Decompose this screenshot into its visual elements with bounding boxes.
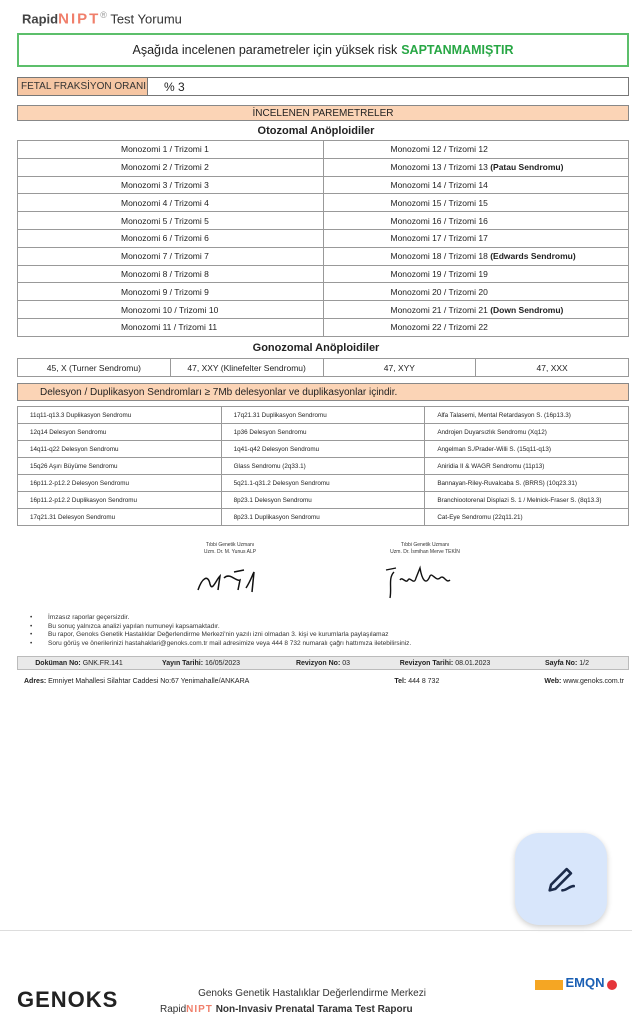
website: Web: www.genoks.com.tr [544,678,624,685]
signature-block-2: Tıbbi Genetik Uzmanı Uzm. Dr. İsmihan Merve TEKİN [390,542,460,555]
deletion-table [17,406,629,526]
note-item: • İmzasız raporlar geçersizdir. [30,614,411,623]
autosomal-row [18,265,629,283]
autosomal-cell: Monozomi 13 / Trizomi 13 (Patau Sendromu) [323,158,629,176]
deletion-cell: Branchiootorenal Displazi S. 1 / Melnick-Fraser S. (8q13.3) [425,492,629,509]
annotate-button[interactable] [515,833,607,925]
brand-title: RapidNIPT® Test Yorumu [22,10,182,28]
pen-edit-icon [544,862,578,896]
autosomal-row [18,229,629,247]
certification-logos: EMQN [535,975,617,990]
risk-result-box [17,33,629,67]
deletion-cell: 5q21.1-q31.2 Delesyon Sendromu [221,475,425,492]
phone: Tel: 444 8 732 [394,678,440,685]
gonosomal-cell: 47, XYY [323,359,476,377]
page-divider [0,930,632,931]
autosomal-cell: Monozomi 2 / Trizomi 2 [18,158,324,176]
autosomal-cell: Monozomi 18 / Trizomi 18 (Edwards Sendromu) [323,247,629,265]
autosomal-cell: Monozomi 19 / Trizomi 19 [323,265,629,283]
deletion-row [18,492,629,509]
note-item: • Bu sonuç yalnızca analizi yapılan numuneyi kapsamaktadır. [30,623,411,632]
autosomal-row [18,283,629,301]
deletion-row [18,441,629,458]
deletion-cell: Androjen Duyarsızlık Sendromu (Xq12) [425,424,629,441]
gonosomal-title: Gonozomal Anöploidiler [252,342,380,354]
address: Adres: Emniyet Mahallesi Silahtar Caddesi No:67 Yenimahalle/ANKARA [24,678,250,685]
autosomal-cell: Monozomi 6 / Trizomi 6 [18,229,324,247]
note-item: • Soru görüş ve önerilerinizi hastahaklari@genoks.com.tr mail adresimize veya 444 8 732 numaralı çağrı hattımıza iletebilirsiniz. [30,640,411,649]
autosomal-cell: Monozomi 21 / Trizomi 21 (Down Sendromu) [323,301,629,319]
deletion-row [18,475,629,492]
deletion-row [18,509,629,526]
autosomal-title: Otozomal Anöploidiler [257,125,375,137]
gonosomal-cell: 47, XXX [476,359,629,377]
deletion-title: Delesyon / Duplikasyon Sendromları ≥ 7Mb delesyonlar ve duplikasyonlar içindir. [17,383,629,401]
note-item: • Bu rapor, Genoks Genetik Hastalıklar Değerlendirme Merkezi'nin yazılı izni olmadan 3. kişi ve kurumlarla paylaşılamaz [30,631,411,640]
deletion-cell: 8p23.1 Duplikasyon Sendromu [221,509,425,526]
autosomal-row [18,318,629,336]
autosomal-row [18,141,629,159]
deletion-cell: 16p11.2-p12.2 Delesyon Sendromu [18,475,222,492]
deletion-cell: Angelman S./Prader-Willi S. (15q11-q13) [425,441,629,458]
deletion-cell: 1p36 Delesyon Sendromu [221,424,425,441]
autosomal-cell: Monozomi 16 / Trizomi 16 [323,212,629,230]
params-title: İNCELENEN PAREMETRELER [17,105,629,121]
autosomal-cell: Monozomi 3 / Trizomi 3 [18,176,324,194]
autosomal-cell: Monozomi 5 / Trizomi 5 [18,212,324,230]
risk-text: Aşağıda incelenen parametreler için yüksek risk [132,43,398,57]
autosomal-row [18,247,629,265]
autosomal-cell: Monozomi 9 / Trizomi 9 [18,283,324,301]
autosomal-cell: Monozomi 12 / Trizomi 12 [323,141,629,159]
address-row [24,678,624,685]
deletion-cell: 1q41-q42 Delesyon Sendromu [221,441,425,458]
autosomal-cell: Monozomi 11 / Trizomi 11 [18,318,324,336]
deletion-cell: 8p23.1 Delesyon Sendromu [221,492,425,509]
deletion-cell: 15q26 Aşırı Büyüme Sendromu [18,458,222,475]
deletion-cell: 17q21.31 Duplikasyon Sendromu [221,407,425,424]
deletion-cell: 16p11.2-p12.2 Duplikasyon Sendromu [18,492,222,509]
deletion-row [18,458,629,475]
autosomal-row [18,212,629,230]
deletion-cell: Alfa Talasemi, Mental Retardasyon S. (16p13.3) [425,407,629,424]
autosomal-table [17,140,629,337]
gonosomal-table [17,358,629,377]
autosomal-row [18,176,629,194]
fetal-fraction-row [17,77,629,96]
center-name: Genoks Genetik Hastalıklar Değerlendirme Merkezi [198,988,426,999]
deletion-cell: 17q21.31 Delesyon Sendromu [18,509,222,526]
genoks-logo: GENOKS [17,987,119,1012]
signature-1-image [190,560,270,600]
deletion-row [18,424,629,441]
autosomal-cell: Monozomi 4 / Trizomi 4 [18,194,324,212]
autosomal-cell: Monozomi 15 / Trizomi 15 [323,194,629,212]
cert-badge-icon [535,980,563,990]
gonosomal-cell: 45, X (Turner Sendromu) [18,359,171,377]
risk-result: SAPTANMAMIŞTIR [401,43,514,57]
deletion-cell: Aniridia II & WAGR Sendromu (11p13) [425,458,629,475]
fetal-fraction-value: % 3 [164,79,185,94]
autosomal-row [18,158,629,176]
autosomal-cell: Monozomi 8 / Trizomi 8 [18,265,324,283]
deletion-cell: 12q14 Delesyon Sendromu [18,424,222,441]
signature-2-image [380,558,460,606]
signature-block-1: Tıbbi Genetik Uzmanı Uzm. Dr. M. Yunus ALP [203,542,257,555]
deletion-cell: 11q11-q13.3 Duplikasyon Sendromu [18,407,222,424]
deletion-cell: Cat-Eye Sendromu (22q11.21) [425,509,629,526]
deletion-cell: Bannayan-Riley-Ruvalcaba S. (BRRS) (10q23.31) [425,475,629,492]
autosomal-cell: Monozomi 7 / Trizomi 7 [18,247,324,265]
document-info-row: Doküman No: GNK.FR.141 Yayın Tarihi: 16/05/2023 Revizyon No: 03 Revizyon Tarihi: 08.01.2023 Sayfa No: 1/2 [17,656,629,670]
fetal-fraction-label: FETAL FRAKSİYON ORANI [18,78,148,95]
gonosomal-cell: 47, XXY (Klinefelter Sendromu) [170,359,323,377]
deletion-cell: Glass Sendromu (2q33.1) [221,458,425,475]
report-subtitle: RapidNIPT Non-Invasiv Prenatal Tarama Test Raporu [160,1004,413,1015]
autosomal-cell: Monozomi 22 / Trizomi 22 [323,318,629,336]
autosomal-row [18,194,629,212]
deletion-cell: 14q11-q22 Delesyon Sendromu [18,441,222,458]
autosomal-cell: Monozomi 10 / Trizomi 10 [18,301,324,319]
autosomal-row [18,301,629,319]
autosomal-cell: Monozomi 20 / Trizomi 20 [323,283,629,301]
notes-list [30,614,411,648]
autosomal-cell: Monozomi 14 / Trizomi 14 [323,176,629,194]
autosomal-cell: Monozomi 1 / Trizomi 1 [18,141,324,159]
autosomal-cell: Monozomi 17 / Trizomi 17 [323,229,629,247]
deletion-row [18,407,629,424]
cert-circle-icon [607,980,617,990]
